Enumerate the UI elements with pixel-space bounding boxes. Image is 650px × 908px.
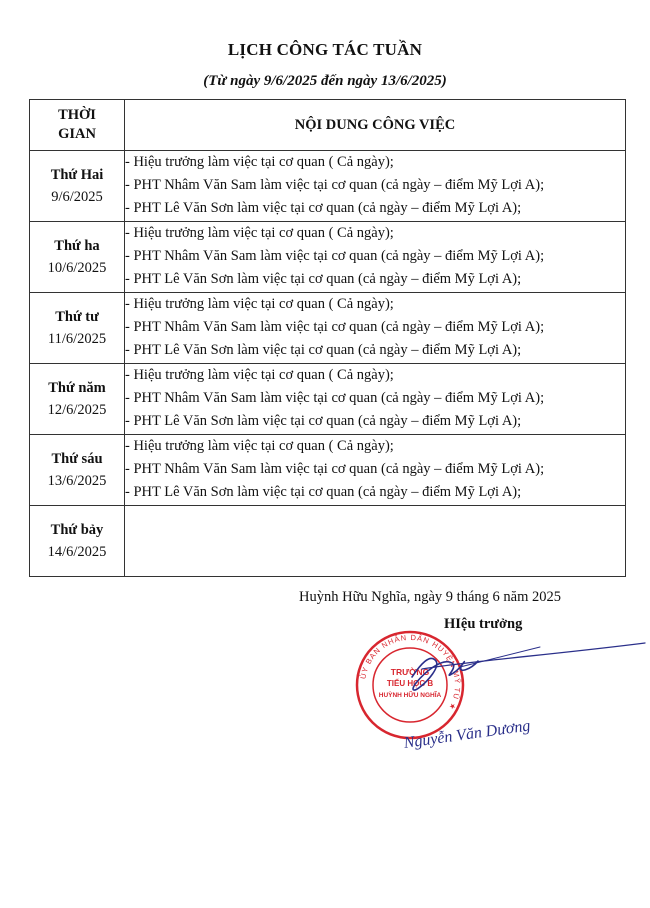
task-line: - PHT Lê Văn Sơn làm việc tại cơ quan (cả ngày – điểm Mỹ Lợi A); <box>125 413 522 429</box>
table-row <box>30 293 626 364</box>
task-line: - Hiệu trưởng làm việc tại cơ quan ( Cả ngày); <box>125 154 394 170</box>
task-line: - PHT Lê Văn Sơn làm việc tại cơ quan (cả ngày – điểm Mỹ Lợi A); <box>125 484 522 500</box>
task-line: - PHT Lê Văn Sơn làm việc tại cơ quan (cả ngày – điểm Mỹ Lợi A); <box>125 342 522 358</box>
document-subtitle: (Từ ngày 9/6/2025 đến ngày 13/6/2025) <box>203 73 447 89</box>
day-date: 13/6/2025 <box>47 473 107 489</box>
task-line: - Hiệu trưởng làm việc tại cơ quan ( Cả ngày); <box>125 367 394 383</box>
task-line: - PHT Nhâm Văn Sam làm việc tại cơ quan (cả ngày – điểm Mỹ Lợi A); <box>125 390 545 406</box>
day-date: 11/6/2025 <box>47 331 107 347</box>
task-cell <box>125 364 626 435</box>
day-name: Thứ bảy <box>50 522 104 538</box>
header-time-line1: THỜI <box>58 107 96 123</box>
task-line: - PHT Nhâm Văn Sam làm việc tại cơ quan (cả ngày – điểm Mỹ Lợi A); <box>125 177 545 193</box>
task-cell <box>125 151 626 222</box>
task-line: - PHT Nhâm Văn Sam làm việc tại cơ quan (cả ngày – điểm Mỹ Lợi A); <box>125 319 545 335</box>
day-cell <box>30 506 125 577</box>
day-name: Thứ ha <box>54 238 100 254</box>
header-content: NỘI DUNG CÔNG VIỆC <box>125 100 626 151</box>
task-line: - Hiệu trưởng làm việc tại cơ quan ( Cả ngày); <box>125 296 394 312</box>
table-row <box>30 151 626 222</box>
task-line: - PHT Nhâm Văn Sam làm việc tại cơ quan (cả ngày – điểm Mỹ Lợi A); <box>125 248 545 264</box>
day-cell <box>30 435 125 506</box>
svg-text:TIỂU HỌC B: TIỂU HỌC B <box>386 679 434 688</box>
day-cell <box>30 293 125 364</box>
header-time <box>30 100 125 151</box>
schedule-table <box>29 99 626 577</box>
task-cell <box>125 222 626 293</box>
svg-text:TRƯỜNG: TRƯỜNG <box>390 667 430 677</box>
task-line: - Hiệu trưởng làm việc tại cơ quan ( Cả ngày); <box>125 438 394 454</box>
task-line: - PHT Nhâm Văn Sam làm việc tại cơ quan (cả ngày – điểm Mỹ Lợi A); <box>125 461 545 477</box>
table-row <box>30 364 626 435</box>
svg-text:ỦY BAN NHÂN DÂN HUYỆN MỸ TÚ ★: ỦY BAN NHÂN DÂN HUYỆN MỸ TÚ ★ <box>358 632 463 713</box>
day-cell <box>30 151 125 222</box>
day-date: 14/6/2025 <box>47 544 107 560</box>
table-header-row <box>30 100 626 151</box>
day-cell <box>30 222 125 293</box>
header-time-line2: GIAN <box>58 126 96 142</box>
day-name: Thứ sáu <box>51 451 103 467</box>
day-cell <box>30 364 125 435</box>
day-name: Thứ năm <box>48 380 106 396</box>
table-row <box>30 222 626 293</box>
task-cell <box>125 435 626 506</box>
task-cell-empty <box>125 506 626 577</box>
table-row <box>30 506 626 577</box>
day-date: 9/6/2025 <box>51 189 103 205</box>
task-line: - PHT Lê Văn Sơn làm việc tại cơ quan (cả ngày – điểm Mỹ Lợi A); <box>125 271 522 287</box>
place-date: Huỳnh Hữu Nghĩa, ngày 9 tháng 6 năm 2025 <box>299 589 561 605</box>
day-name: Thứ tư <box>55 309 99 325</box>
svg-text:HUỲNH HỮU NGHĨA: HUỲNH HỮU NGHĨA <box>378 692 442 699</box>
day-date: 12/6/2025 <box>47 402 107 418</box>
document-title: LỊCH CÔNG TÁC TUẦN <box>227 40 423 59</box>
signer-name: Nguyễn Văn Dương <box>402 717 532 752</box>
day-name: Thứ Hai <box>50 167 104 183</box>
day-date: 10/6/2025 <box>47 260 107 276</box>
table-row <box>30 435 626 506</box>
signer-role: HIệu trưởng <box>444 616 523 632</box>
task-line: - Hiệu trưởng làm việc tại cơ quan ( Cả ngày); <box>125 225 394 241</box>
task-line: - PHT Lê Văn Sơn làm việc tại cơ quan (cả ngày – điểm Mỹ Lợi A); <box>125 200 522 216</box>
task-cell <box>125 293 626 364</box>
